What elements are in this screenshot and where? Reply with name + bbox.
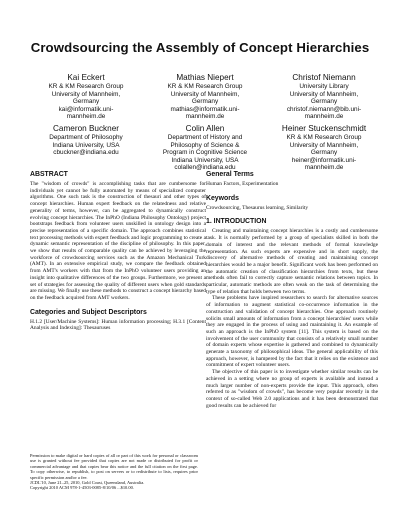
- author-affiliation: KR & KM Research Group University of Mannheim, Germany mathias@informatik.uni- mannheim.de: [167, 83, 243, 121]
- intro-paragraph-3: The objective of this paper is to investigate whether similar results can be achieved in a setting where no group of experts is available and instead a much larger number of non-experts provide the input. This approach, often referred to as "wisdom of crowds", has become very popular recently in the context of so-called Web 2.0 applications and it has been demonstrated that good results can be achieved for: [206, 369, 378, 409]
- intro-paragraph-1: Creating and maintaining concept hierarchies is a costly and cumbersome task. It is normally performed by a group of specialists skilled in both the domain of interest and the relevant methods of formal knowledge representation. As such experts are expensive and in short supply, the discovery of alternative methods of creating and maintaining concept hierarchies would be a major benefit. Significant work has been performed on the automatic creation of classification hierarchies from texts, but these methods often fail to correctly capture semantic relations between topics. In particular, automatic methods are often weak on the task of determining the type of relation that holds between two terms.: [206, 228, 378, 295]
- author-block: [149, 73, 261, 121]
- author-block: [149, 124, 261, 172]
- author-block: [268, 73, 380, 121]
- intro-paragraph-2: These problems have inspired researchers to search for alternative sources of information to augment statistical co-occurrence information in the construction and validation of concept hierarchies. One approach routinely solicits small amounts of information from a concept hierarchies' users while they are engaged in the process of using and maintaining it. An example of such an approach is the InPhO system [11]. This system is based on the involvement of the user community that consists of a relatively small number of domain experts whose expertise is gathered and combined to dynamically generate a taxonomy of philosophical ideas. The general applicability of this approach, however, is hampered by the fact that it relies on the existence and commitment of expert volunteer users.: [206, 295, 378, 369]
- general-terms-heading: General Terms: [206, 171, 254, 178]
- keywords-text: Crowdsourcing, Thesaurus learning, Similarity: [206, 204, 309, 211]
- author-name: Heiner Stuckenschmidt: [281, 124, 367, 133]
- copyright-footnote: [30, 453, 198, 491]
- author-affiliation: University Library University of Mannheim, Germany christof.niemann@bib.uni- mannheim.de: [286, 83, 362, 121]
- author-row-1: [30, 73, 380, 121]
- keywords-heading: Keywords: [206, 194, 239, 202]
- categories-text: H.1.2 [User/Machine Systems]: Human information processing; H.3.1 [Content Analysis and Indexing]: Thesauruses: [30, 318, 206, 332]
- paper-title: Crowdsourcing the Assembly of Concept Hierarchies: [30, 40, 370, 55]
- author-row-2: [30, 124, 380, 172]
- introduction-heading: 1. INTRODUCTION: [206, 218, 267, 226]
- abstract-heading: ABSTRACT: [30, 171, 68, 178]
- author-name: Christof Niemann: [292, 73, 356, 82]
- author-name: Mathias Niepert: [176, 73, 234, 82]
- author-block: [268, 124, 380, 172]
- author-affiliation: KR & KM Research Group University of Mannheim, Germany kai@informatik.uni- mannheim.de: [48, 83, 124, 121]
- author-name: Cameron Buckner: [53, 124, 119, 133]
- left-column: [30, 171, 206, 332]
- author-block: [30, 73, 142, 121]
- author-name: Kai Eckert: [67, 73, 105, 82]
- copyright-text: Permission to make digital or hard copies of all or part of this work for personal or classroom use is granted without fee provided that copies are not made or distributed for profit or commercial advantage and that copies bear this notice and the full citation on the first page. To copy otherwise, to republish, to post on servers or to redistribute to lists, requires prior specific permission and/or a fee. JCDL'10, June 21–25, 2010, Gold Coast, Queensland, Australia. Copyright 2010 ACM 978-1-4503-0085-8/10/06 ...$10.00.: [30, 453, 198, 491]
- author-affiliation: Department of Philosophy Indiana University, USA cbuckner@indiana.edu: [49, 134, 123, 157]
- author-affiliation: Department of History and Philosophy of Science & Program in Cognitive Science Indiana University, USA colallen@indiana.edu: [162, 134, 248, 172]
- right-column: [206, 171, 378, 409]
- author-affiliation: KR & KM Research Group University of Mannheim, Germany heiner@informatik.uni- mannheim.de: [286, 134, 362, 172]
- author-block: [30, 124, 142, 172]
- author-name: Colin Allen: [185, 124, 225, 133]
- abstract-text: The "wisdom of crowds" is accomplishing tasks that are cumbersome for individuals yet cannot be fully automated by means of specialized computer algorithms. One such task is the construction of thesauri and other types of concept hierarchies. Human expert feedback on the relatedness and relative generality of terms, however, can be aggregated to dynamically construct evolving concept hierarchies. The InPhO (Indiana Philosophy Ontology) project bootstraps feedback from volunteer users unskilled in ontology design into a precise representation of a specific domain. The approach combines statistical text processing methods with expert feedback and logic programming to create a dynamic semantic representation of the discipline of philosophy. In this paper, we show that results of comparable quality can be achieved by leveraging the workforce of crowdsourcing services such as the Amazon Mechanical Turk (AMT). In an extensive empirical study, we compare the feedback obtained from AMT's workers with that from the InPhO volunteer users providing an insight into qualitative differences of the two groups. Furthermore, we present a set of strategies for assessing the quality of different users when gold standards are missing. We finally use these methods to construct a concept hierarchy based on the feedback acquired from AMT workers.: [30, 181, 206, 301]
- categories-heading: Categories and Subject Descriptors: [30, 308, 147, 316]
- general-terms-text: Human Factors, Experimentation: [206, 181, 279, 187]
